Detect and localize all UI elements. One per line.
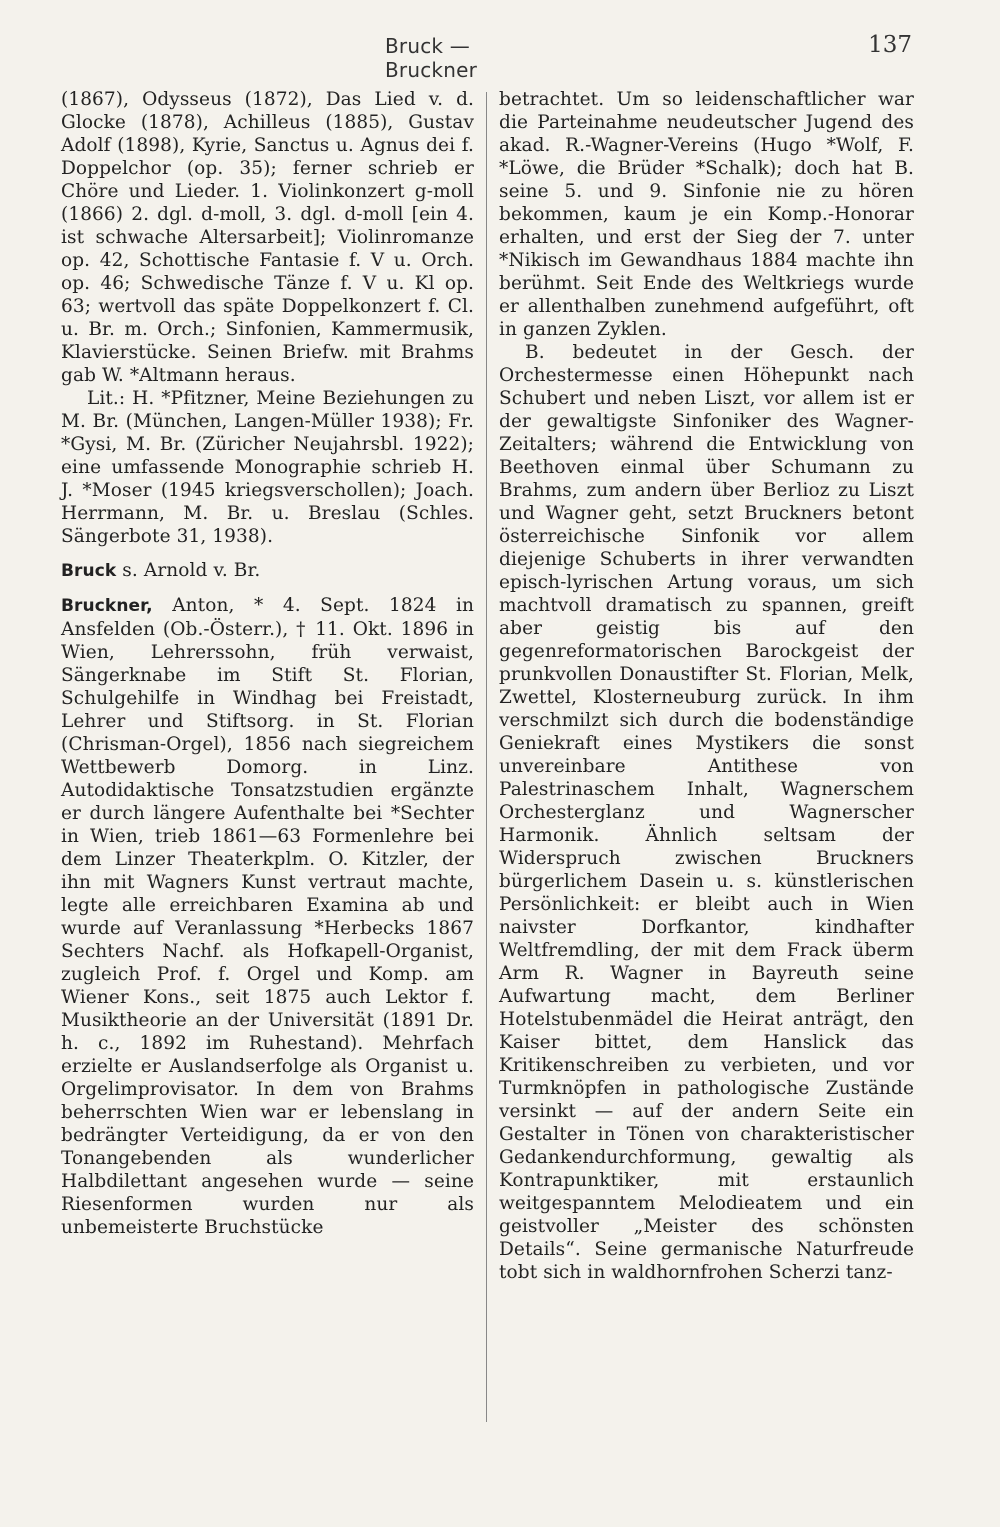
running-header: Bruck — Bruckner — [385, 34, 478, 82]
page-number: 137 — [868, 32, 912, 58]
entry-continuation-text: (1867), Odysseus (1872), Das Lied v. d. Glocke (1878), Achilleus (1885), Gustav Adolf (1898), Kyrie, Sanctus u. Agnus dei f. Doppelchor (op. 35); ferner schrieb er Chöre und Lieder. 1. Violinkonzert g-moll (1866) 2. dgl. d-moll, 3. dgl. d-moll [ein 4. ist schwache Altersarbeit]; Violinromanze op. 42, Schottische Fantasie f. V u. Orch. op. 46; Schwedische Tänze f. V u. Kl op. 63; wertvoll das späte Doppelkonzert f. Cl. u. Br. m. Orch.; Sinfonien, Kammermusik, Klavierstücke. Seinen Briefw. mit Brahms gab W. *Altmann heraus. — [61, 89, 474, 386]
entry-headword-bruck: Bruck — [61, 561, 117, 581]
right-paragraph-1: betrachtet. Um so leidenschaftlicher war die Parteinahme neudeutscher Jugend des akad. R.-Wagner-Vereins (Hugo *Wolf, F. *Löwe, die Brüder *Schalk); doch hat B. seine 5. und 9. Sinfonie nie zu hören bekommen, kaum je ein Komp.-Honorar erhalten, und erst der Sieg der 7. unter *Nikisch im Gewandhaus 1884 machte ihn berühmt. Seit Ende des Weltkriegs wurde er allenthalben zunehmend aufgeführt, oft in ganzen Zyklen. — [499, 89, 914, 340]
entry-bruckner — [61, 594, 474, 1239]
column-divider — [486, 92, 487, 1422]
literature-paragraph: Lit.: H. *Pfitzner, Meine Beziehungen zu M. Br. (München, Langen-Müller 1938); Fr. *Gysi, M. Br. (Züricher Neujahrsbl. 1922); eine umfassende Monographie schrieb H. J. *Moser (1945 kriegsverschollen); Joach. Herrmann, M. Br. u. Breslau (Schles. Sängerbote 31, 1938). — [61, 388, 474, 547]
left-column — [61, 88, 474, 1433]
entry-text-bruckner: Anton, * 4. Sept. 1824 in Ansfelden (Ob.-Österr.), † 11. Okt. 1896 in Wien, Lehrerssohn, früh verwaist, Sängerknabe im Stift St. Florian, Schulgehilfe in Windhag bei Freistadt, Lehrer und Stiftsorg. in St. Florian (Chrisman-Orgel), 1856 nach siegreichem Wettbewerb Domorg. in Linz. Autodidaktische Tonsatzstudien ergänzte er durch längere Aufenthalte bei *Sechter in Wien, trieb 1861—63 Formenlehre bei dem Linzer Theaterkplm. O. Kitzler, der ihn mit Wagners Kunst vertraut machte, legte alle erreichbaren Examina ab und wurde auf Veranlassung *Herbecks 1867 Sechters Nachf. als Hofkapell-Organist, zugleich Prof. f. Orgel und Komp. am Wiener Kons., seit 1875 auch Lektor f. Musiktheorie an der Universität (1891 Dr. h. c., 1892 im Ruhestand). Mehrfach erzielte er Auslandserfolge als Organist u. Orgelimprovisator. In dem von Brahms beherrschten Wien war er lebenslang in bedrängter Verteidigung, da er von den Tonangebenden als wunderlicher Halbdilettant angesehen wurde — seine Riesenformen wurden nur als unbemeisterte Bruchstücke — [61, 595, 474, 1238]
right-paragraph-2: B. bedeutet in der Gesch. der Orchestermesse einen Höhepunkt nach Schubert und neben Liszt, vor allem ist er der gewaltigste Sinfoniker des Wagner-Zeitalters; während die Entwicklung von Beethoven einmal über Schumann zu Brahms, zum andern über Berlioz zu Liszt und Wagner geht, setzt Bruckners betont österreichische Sinfonik vor allem diejenige Schuberts in ihrer verwandten episch-lyrischen Artung voraus, um sich machtvoll dramatisch zu spannen, greift aber geistig bis auf den gegenreformatorischen Barockgeist der prunkvollen Donaustifter St. Florian, Melk, Zwettel, Klosterneuburg zurück. In ihm verschmilzt sich durch die bodenständige Geniekraft eines Mystikers die sonst unvereinbare Antithese von Palestrinaschem Inhalt, Wagnerschem Orchesterglanz und Wagnerscher Harmonik. Ähnlich seltsam der Widerspruch zwischen Bruckners bürgerlichem Dasein u. s. künstlerischen Persönlichkeit: er bleibt auch in Wien naivster Dorfkantor, kindhafter Weltfremdling, der mit dem Frack überm Arm R. Wagner in Bayreuth seine Aufwartung macht, dem Berliner Hotelstubenmädel die Heirat anträgt, den Kaiser bittet, dem Hanslick das Kritikenschreiben zu verbieten, und vor Turmknöpfen in pathologische Zustände versinkt — auf der andern Seite ein Gestalter in Tönen von charakteristischer Gedankendurchformung, gewaltig als Kontrapunktiker, mit erstaunlich weitgespanntem Melodieatem und ein geistvoller „Meister des schönsten Details“. Seine germanische Naturfreude tobt sich in waldhornfrohen Scherzi tanz- — [499, 342, 914, 1283]
entry-headword-bruckner: Bruckner, — [61, 596, 153, 616]
right-column — [499, 88, 914, 1433]
entry-text-bruck: s. Arnold v. Br. — [116, 560, 261, 581]
entry-bruck — [61, 559, 474, 583]
